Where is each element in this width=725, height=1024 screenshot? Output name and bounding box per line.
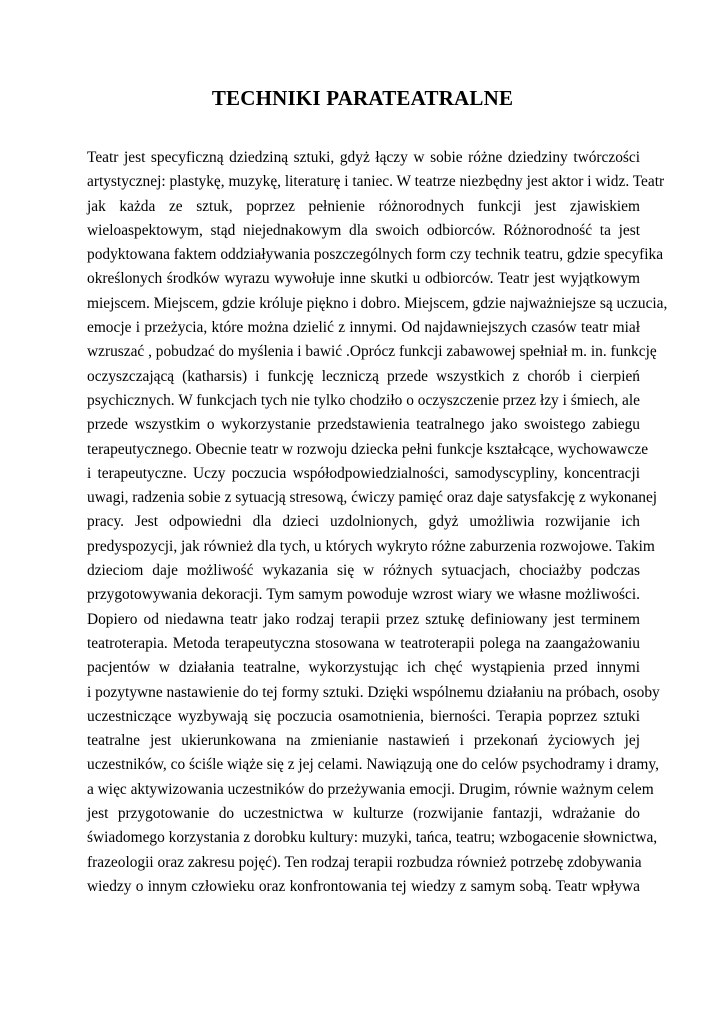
- text-line: podyktowana faktem oddziaływania poszczególnych form czy technik teatru, gdzie specyfika: [87, 246, 664, 264]
- text-line: uczestników, co ściśle wiąże się z jej celami. Nawiązują one do celów psychodramy i dramy,: [87, 756, 659, 774]
- text-line: jak każda ze sztuk, poprzez pełnienie różnorodnych funkcji jest zjawiskiem: [87, 197, 640, 215]
- text-line: frazeologii oraz zakresu pojęć). Ten rodzaj terapii rozbudza również potrzebę zdobywania: [87, 853, 642, 871]
- text-line: Teatr jest specyficzną dziedziną sztuki, gdyż łączy w sobie różne dziedziny twórczości: [87, 149, 640, 166]
- text-line: uwagi, radzenia sobie z sytuacją stresową, ćwiczy pamięć oraz daje satysfakcję z wykonanej: [87, 489, 658, 507]
- text-line: wiedzy o innym człowieku oraz konfrontowania tej wiedzy z samym sobą. Teatr wpływa: [87, 877, 640, 895]
- text-line: teatroterapia. Metoda terapeutyczna stosowana w teatroterapii polega na zaangażowaniu: [87, 634, 640, 652]
- text-line: teatralne jest ukierunkowana na zmienianie nastawień i przekonań życiowych jej: [87, 732, 640, 750]
- text-line: emocje i przeżycia, które można dzielić z innymi. Od najdawniejszych czasów teatr miał: [87, 319, 640, 337]
- text-line: określonych środków wyrazu wywołuje inne skutki u odbiorców. Teatr jest wyjątkowym: [87, 270, 640, 288]
- text-line: jest przygotowanie do uczestnictwa w kulturze (rozwijanie fantazji, wdrażanie do: [87, 805, 640, 823]
- text-line: miejscem. Miejscem, gdzie króluje piękno i dobro. Miejscem, gdzie najważniejsze są uczucia,: [87, 294, 668, 312]
- text-line: świadomego korzystania z dorobku kultury: muzyki, tańca, teatru; wzbogacenie słownictwa,: [87, 829, 658, 847]
- text-line: i terapeutyczne. Uczy poczucia współodpowiedzialności, samodyscypliny, koncentracji: [87, 464, 640, 482]
- text-line: oczyszczającą (katharsis) i funkcję leczniczą przede wszystkich z chorób i cierpień: [87, 367, 640, 385]
- text-line: psychicznych. W funkcjach tych nie tylko chodziło o oczyszczenie przez łzy i śmiech, ale: [87, 391, 640, 409]
- text-line: pracy. Jest odpowiedni dla dzieci uzdolnionych, gdyż umożliwia rozwijanie ich: [87, 513, 640, 531]
- text-line: a więc aktywizowania uczestników do przeżywania emocji. Drugim, równie ważnym celem: [87, 780, 654, 798]
- text-line: artystycznej: plastykę, muzykę, literaturę i taniec. W teatrze niezbędny jest aktor i widz. Teatr: [87, 173, 665, 191]
- text-line: wieloaspektowym, stąd niejednakowym dla swoich odbiorców. Różnorodność ta jest: [87, 221, 640, 239]
- text-line: Dopiero od niedawna teatr jako rodzaj terapii przez sztukę definiowany jest terminem: [87, 610, 640, 628]
- text-line: dzieciom daje możliwość wykazania się w różnych sytuacjach, chociażby podczas: [87, 562, 640, 580]
- text-line: przygotowywania dekoracji. Tym samym powoduje wzrost wiary we własne możliwości.: [87, 586, 640, 604]
- document-title: TECHNIKI PARATEATRALNE: [211, 86, 514, 110]
- text-line: predyspozycji, jak również dla tych, u których wykryto różne zaburzenia rozwojowe. Takim: [87, 537, 655, 555]
- text-line: wzruszać , pobudzać do myślenia i bawić .Oprócz funkcji zabawowej spełniał m. in. funkcję: [87, 343, 657, 361]
- text-line: pacjentów w działania teatralne, wykorzystując ich chęć wystąpienia przed innymi: [87, 659, 640, 677]
- text-line: przede wszystkim o wykorzystanie przedstawienia teatralnego jako swoistego zabiegu: [87, 416, 640, 434]
- text-line: uczestniczące wyzbywają się poczucia osamotnienia, bierności. Terapia poprzez sztuki: [87, 707, 640, 725]
- text-line: terapeutycznego. Obecnie teatr w rozwoju dziecka pełni funkcje kształcące, wychowawcze: [87, 440, 649, 458]
- text-line: i pozytywne nastawienie do tej formy sztuki. Dzięki wspólnemu działaniu na próbach, osoby: [87, 683, 660, 701]
- document-body: [87, 146, 668, 899]
